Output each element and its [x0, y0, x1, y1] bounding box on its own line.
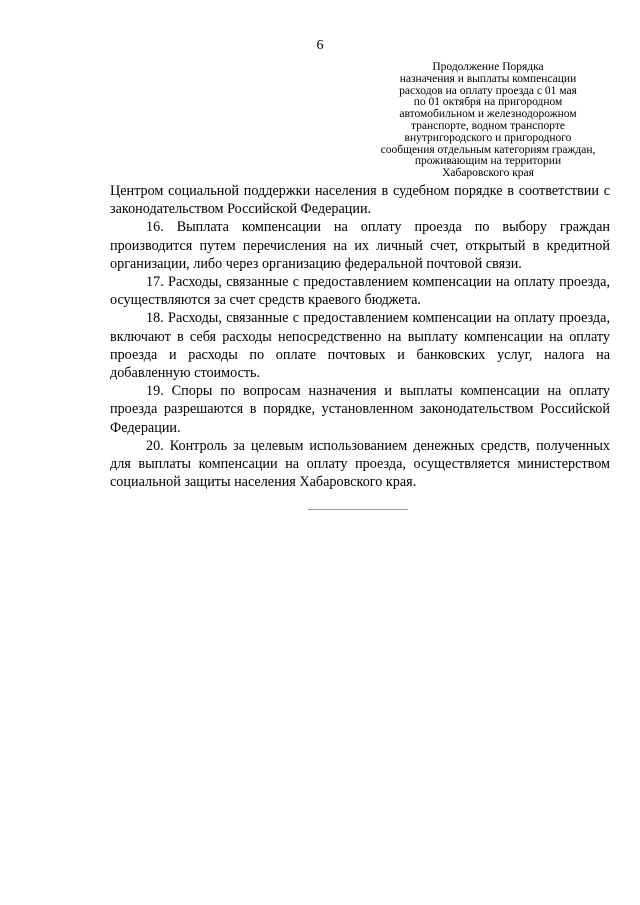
- document-header: [360, 62, 616, 180]
- paragraph-19: 19. Споры по вопросам назначения и выплаты компенсации на оплату проезда разрешаются в порядке, установленном законодательством Российской Федерации.: [110, 383, 610, 436]
- paragraph-20: 20. Контроль за целевым использованием денежных средств, полученных для выплаты компенсации на оплату проезда, осуществляется министерством социальной защиты населения Хабаровского края.: [110, 437, 610, 491]
- header-line: сообщения отдельным категориям граждан,: [380, 143, 596, 156]
- paragraph-16: 16. Выплата компенсации на оплату проезда по выбору граждан производится путем перечисления на их личный счет, открытый в кредитной организации, либо через организацию федеральной почтовой связи.: [110, 219, 610, 272]
- header-line: назначения и выплаты компенсации: [399, 72, 577, 85]
- paragraph-18: 18. Расходы, связанные с предоставлением компенсации на оплату проезда, включают в себя расходы непосредственно на выплату компенсации на оплату проезда и расходы по оплате почтовых и банковских услуг, налога на добавленную стоимость.: [110, 310, 610, 382]
- paragraph-17: 17. Расходы, связанные с предоставлением компенсации на оплату проезда, осуществляются за счет средств краевого бюджета.: [110, 274, 610, 309]
- header-line: по 01 октября на пригородном: [413, 96, 563, 109]
- header-line: транспорте, водном транспорте: [410, 119, 566, 132]
- continuation-paragraph: Центром социальной поддержки населения в судебном порядке в соответствии с законодательством Российской Федерации.: [110, 183, 610, 218]
- header-line: проживающим на территории: [414, 155, 562, 168]
- page-number: 6: [316, 38, 324, 53]
- header-line: Продолжение Порядка: [432, 61, 544, 73]
- header-line: Хабаровского края: [442, 167, 534, 180]
- header-line: расходов на оплату проезда с 01 мая: [399, 84, 577, 97]
- end-divider: [308, 509, 408, 510]
- header-line: внутригородского и пригородного: [404, 131, 572, 144]
- header-line: автомобильном и железнодорожном: [399, 108, 577, 121]
- document-body: [110, 182, 610, 491]
